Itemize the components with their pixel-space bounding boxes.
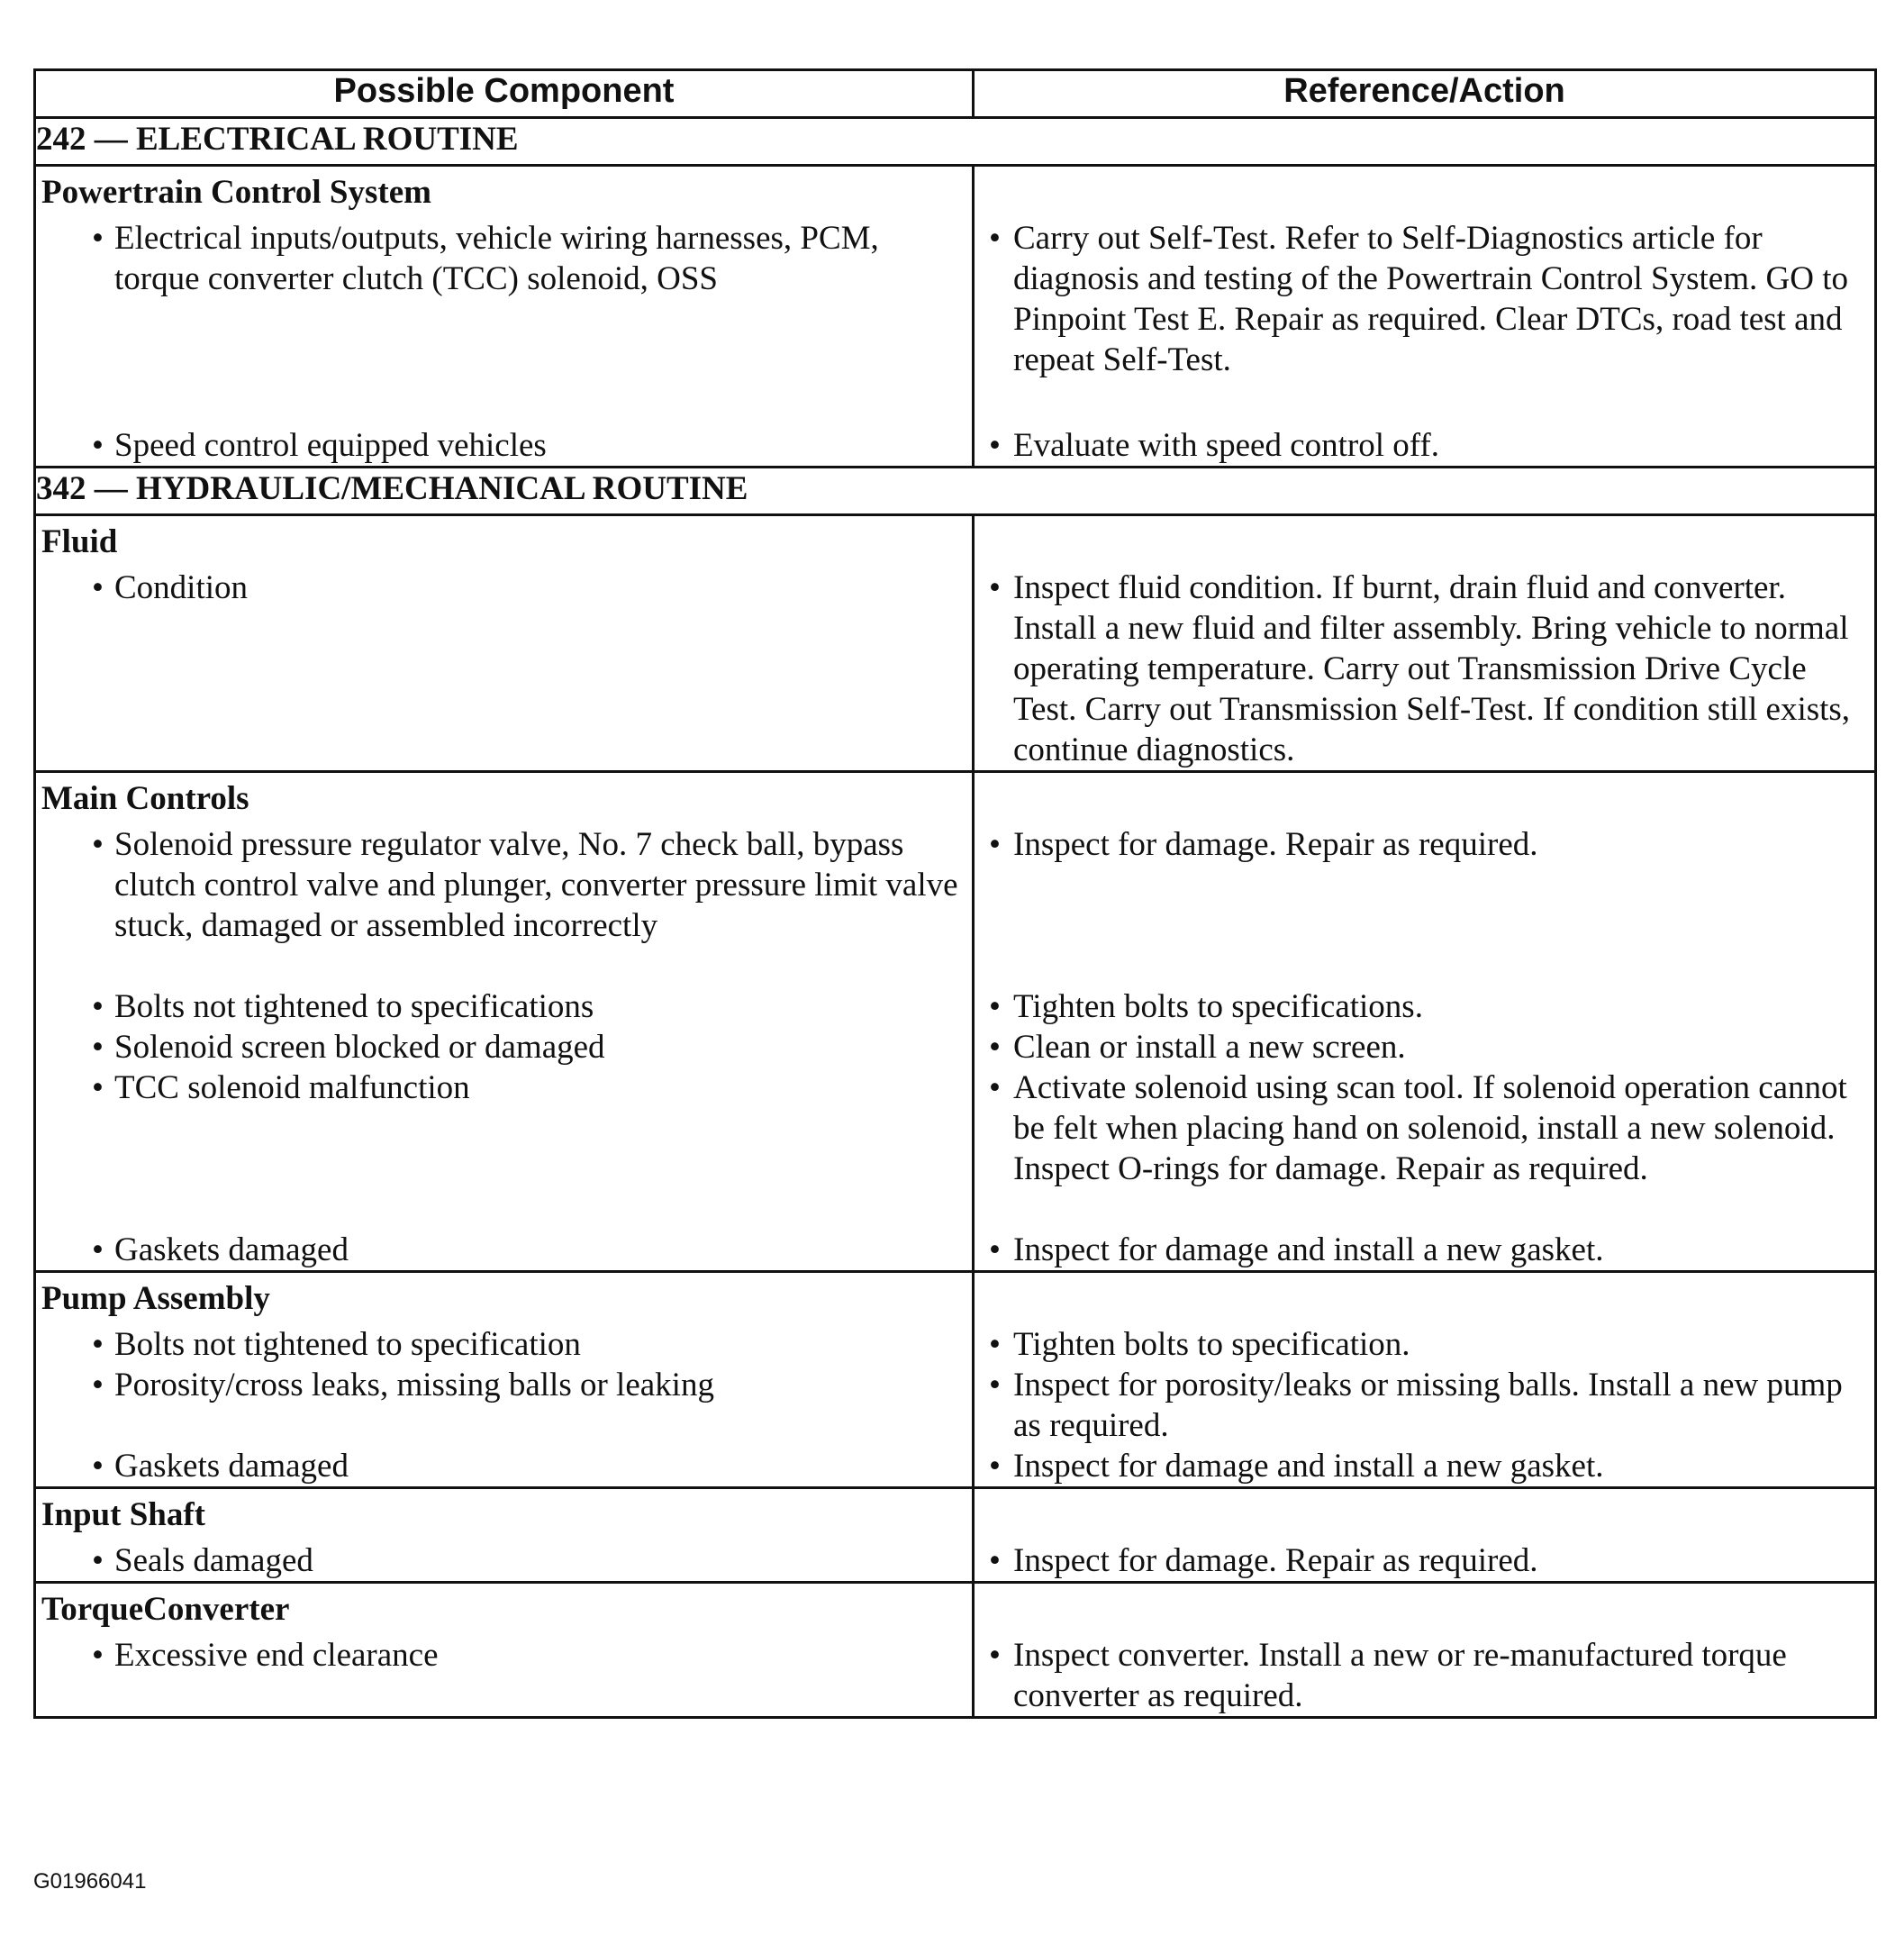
header-reference-action: Reference/Action: [974, 70, 1876, 118]
group-main-controls: [35, 772, 1876, 1272]
bullet: •: [989, 1637, 1001, 1674]
group-title: Fluid: [41, 523, 118, 560]
list-item: [975, 1365, 1874, 1446]
bullet: •: [92, 1637, 104, 1674]
list-item: [36, 1540, 972, 1581]
bullet: •: [989, 826, 1001, 863]
header-possible-component: Possible Component: [35, 70, 974, 118]
list-item: [36, 824, 972, 986]
bullet: •: [989, 1231, 1001, 1268]
group-title: Powertrain Control System: [41, 174, 431, 211]
component-cell: [35, 1272, 974, 1488]
group-pump-assembly: [35, 1272, 1876, 1488]
bullet: •: [92, 826, 104, 863]
bullet: •: [92, 988, 104, 1025]
action-cell: [974, 166, 1876, 468]
action-text: Inspect fluid condition. If burnt, drain fluid and converter. Install a new fluid and filter assembly. Bring vehicle to normal operating temperature. Carry out Transmission Drive Cycle Test. Carry out Transmission Self-Test. If condition still exists, continue diagnostics.: [1013, 569, 1851, 768]
bullet: •: [989, 1367, 1001, 1403]
bullet: •: [989, 1448, 1001, 1485]
list-item: [975, 1027, 1874, 1067]
bullet: •: [92, 1231, 104, 1268]
diagnostic-table: [33, 68, 1877, 1719]
action-text: Inspect for damage and install a new gasket.: [1013, 1448, 1604, 1485]
list-item: [975, 1635, 1874, 1716]
list-item: [975, 986, 1874, 1027]
component-text: Seals damaged: [114, 1542, 313, 1579]
component-cell: [35, 515, 974, 772]
routine-heading-342: 342 — HYDRAULIC/MECHANICAL ROUTINE: [35, 468, 1876, 515]
component-text: Bolts not tightened to specification: [114, 1326, 581, 1363]
routine-heading-242: 242 — ELECTRICAL ROUTINE: [35, 118, 1876, 166]
bullet: •: [989, 1069, 1001, 1106]
bullet: •: [989, 1326, 1001, 1363]
list-item: [975, 218, 1874, 425]
action-text: Inspect converter. Install a new or re-manufactured torque converter as required.: [1013, 1637, 1787, 1714]
component-cell: [35, 772, 974, 1272]
bullet: •: [92, 1367, 104, 1403]
list-item: [36, 1635, 972, 1676]
group-title: Main Controls: [41, 780, 249, 817]
component-text: Speed control equipped vehicles: [114, 427, 547, 464]
action-cell: [974, 1272, 1876, 1488]
group-title: TorqueConverter: [41, 1591, 290, 1628]
list-item: [975, 425, 1874, 466]
routine-row-342: [35, 468, 1876, 515]
list-item: [36, 1230, 972, 1270]
group-title: Pump Assembly: [41, 1280, 270, 1317]
bullet: •: [92, 1448, 104, 1485]
action-text: Inspect for porosity/leaks or missing balls. Install a new pump as required.: [1013, 1367, 1843, 1444]
action-cell: [974, 772, 1876, 1272]
action-text: Carry out Self-Test. Refer to Self-Diagnostics article for diagnosis and testing of the Powertrain Control System. GO to Pinpoint Test E. Repair as required. Clear DTCs, road test and repeat Self-Test.: [1013, 220, 1848, 378]
action-text: Evaluate with speed control off.: [1013, 427, 1439, 464]
action-cell: [974, 515, 1876, 772]
bullet: •: [92, 1542, 104, 1579]
routine-row-242: [35, 118, 1876, 166]
component-text: Condition: [114, 569, 249, 606]
component-text: Porosity/cross leaks, missing balls or leaking: [114, 1367, 714, 1403]
list-item: [36, 425, 972, 466]
group-torque-converter: [35, 1583, 1876, 1718]
action-text: Activate solenoid using scan tool. If solenoid operation cannot be felt when placing hand on solenoid, install a new solenoid. Inspect O-rings for damage. Repair as required.: [1013, 1069, 1847, 1187]
action-cell: [974, 1583, 1876, 1718]
component-cell: [35, 1488, 974, 1583]
action-text: Inspect for damage and install a new gasket.: [1013, 1231, 1604, 1268]
component-cell: [35, 1583, 974, 1718]
action-text: Inspect for damage. Repair as required.: [1013, 826, 1538, 863]
bullet: •: [92, 1326, 104, 1363]
figure-id: G01966041: [33, 1869, 147, 1894]
group-fluid: [35, 515, 1876, 772]
list-item: [36, 568, 972, 608]
group-input-shaft: [35, 1488, 1876, 1583]
bullet: •: [989, 988, 1001, 1025]
list-item: [36, 1027, 972, 1067]
component-text: Electrical inputs/outputs, vehicle wiring harnesses, PCM, torque converter clutch (TCC) solenoid, OSS: [114, 220, 879, 297]
list-item: [36, 218, 972, 425]
action-text: Tighten bolts to specification.: [1013, 1326, 1410, 1363]
component-text: Gaskets damaged: [114, 1231, 349, 1268]
list-item: [975, 1230, 1874, 1270]
bullet: •: [92, 427, 104, 464]
component-text: Solenoid pressure regulator valve, No. 7 check ball, bypass clutch control valve and plunger, converter pressure limit valve stuck, damaged or assembled incorrectly: [114, 826, 958, 944]
diagnostic-chart: [33, 68, 1874, 1719]
component-text: TCC solenoid malfunction: [114, 1069, 470, 1106]
bullet: •: [989, 220, 1001, 257]
component-text: Excessive end clearance: [114, 1637, 439, 1674]
list-item: [975, 1067, 1874, 1230]
bullet: •: [989, 1029, 1001, 1066]
list-item: [975, 568, 1874, 770]
bullet: •: [92, 1069, 104, 1106]
action-text: Tighten bolts to specifications.: [1013, 988, 1423, 1025]
group-title: Input Shaft: [41, 1496, 206, 1533]
bullet: •: [92, 220, 104, 257]
list-item: [36, 986, 972, 1027]
list-item: [975, 824, 1874, 986]
component-text: Solenoid screen blocked or damaged: [114, 1029, 605, 1066]
action-text: Inspect for damage. Repair as required.: [1013, 1542, 1538, 1579]
bullet: •: [989, 427, 1001, 464]
action-text: Clean or install a new screen.: [1013, 1029, 1406, 1066]
action-cell: [974, 1488, 1876, 1583]
list-item: [975, 1446, 1874, 1486]
bullet: •: [92, 1029, 104, 1066]
bullet: •: [989, 1542, 1001, 1579]
component-text: Bolts not tightened to specifications: [114, 988, 594, 1025]
list-item: [36, 1067, 972, 1230]
component-text: Gaskets damaged: [114, 1448, 349, 1485]
list-item: [36, 1324, 972, 1365]
list-item: [36, 1446, 972, 1486]
list-item: [975, 1540, 1874, 1581]
header-row: [35, 70, 1876, 118]
bullet: •: [92, 569, 104, 606]
list-item: [975, 1324, 1874, 1365]
bullet: •: [989, 569, 1001, 606]
group-powertrain-control-system: [35, 166, 1876, 468]
component-cell: [35, 166, 974, 468]
list-item: [36, 1365, 972, 1446]
